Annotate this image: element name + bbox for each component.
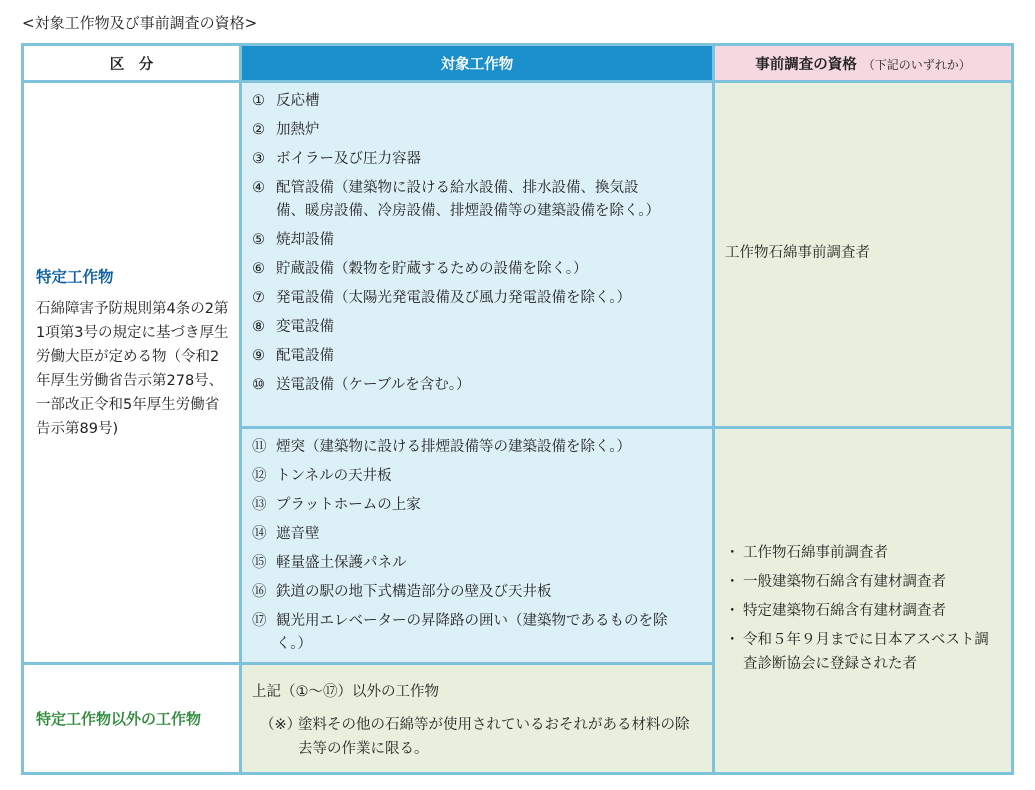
other-objects-cell xyxy=(241,664,714,774)
group2-list xyxy=(242,429,712,656)
qualification-list xyxy=(715,429,1011,676)
list-item: ⑧ 変電設備 xyxy=(252,319,334,335)
list-item: ⑰ 観光用エレベーターの昇降路の囲い（建築物であるものを除く。） xyxy=(252,613,668,652)
list-item: ・ 特定建築物石綿含有建材調査者 xyxy=(729,599,1003,623)
group1-list xyxy=(242,83,712,397)
group1-objects-cell xyxy=(241,82,714,428)
qualification-table xyxy=(21,43,1014,775)
specific-category-cell xyxy=(23,82,241,664)
list-item: ⑯ 鉄道の駅の地下式構造部分の壁及び天井板 xyxy=(252,584,552,600)
list-item: ④ 配管設備（建築物に設ける給水設備、排水設備、換気設備、暖房設備、冷房設備、排煙設備等の建築設備を除く。） xyxy=(252,180,660,219)
list-item: ⑩ 送電設備（ケーブルを含む。） xyxy=(252,377,471,393)
note-mark: （※） xyxy=(260,717,302,733)
list-item: ⑬ プラットホームの上家 xyxy=(252,497,421,513)
list-item: ・ 工作物石綿事前調査者 xyxy=(729,541,1003,565)
list-item: ⑮ 軽量盛土保護パネル xyxy=(252,555,407,571)
list-item: ③ ボイラー及び圧力容器 xyxy=(252,151,421,167)
list-item: ⑨ 配電設備 xyxy=(252,348,334,364)
header-object: 対象工作物 xyxy=(241,45,714,82)
specific-title: 特定工作物 xyxy=(36,267,114,286)
group1-qualification-cell xyxy=(714,82,1013,428)
header-category: 区 分 xyxy=(23,45,241,82)
other-note xyxy=(252,713,702,761)
list-item: ⑭ 遮音壁 xyxy=(252,526,320,542)
list-item: ⑪ 煙突（建築物に設ける排煙設備等の建築設備を除く。） xyxy=(252,439,631,455)
list-item: ② 加熱炉 xyxy=(252,122,320,138)
other-line: 上記（①～⑰）以外の工作物 xyxy=(252,684,439,700)
list-item: ⑦ 発電設備（太陽光発電設備及び風力発電設備を除く。） xyxy=(252,290,631,306)
header-qualification-label: 事前調査の資格 xyxy=(755,56,857,73)
other-category-cell xyxy=(23,664,241,774)
header-qualification xyxy=(714,45,1013,82)
table-caption: <対象工作物及び事前調査の資格> xyxy=(22,14,258,32)
group2-qualification-cell xyxy=(714,428,1013,774)
group2-objects-cell xyxy=(241,428,714,664)
list-item: ⑤ 焼却設備 xyxy=(252,232,334,248)
list-item: ・ 令和５年９月までに日本アスベスト調査診断協会に登録された者 xyxy=(729,628,1003,676)
other-title: 特定工作物以外の工作物 xyxy=(36,710,202,728)
header-qualification-note: （下記のいずれか） xyxy=(862,57,971,72)
list-item: ① 反応槽 xyxy=(252,93,320,109)
list-item: ⑥ 貯蔵設備（穀物を貯蔵するための設備を除く。） xyxy=(252,261,588,277)
list-item: ・ 一般建築物石綿含有建材調査者 xyxy=(729,570,1003,594)
specific-description: 石綿障害予防規則第4条の2第1項第3号の規定に基づき厚生労働大臣が定める物（令和2年厚生労働省告示第278号、一部改正令和5年厚生労働省告示第89号) xyxy=(36,300,229,437)
list-item: ⑫ トンネルの天井板 xyxy=(252,468,392,484)
group1-qualification: 工作物石綿事前調査者 xyxy=(725,245,870,261)
note-text: 塗料その他の石綿等が使用されているおそれがある材料の除去等の作業に限る。 xyxy=(298,717,690,757)
